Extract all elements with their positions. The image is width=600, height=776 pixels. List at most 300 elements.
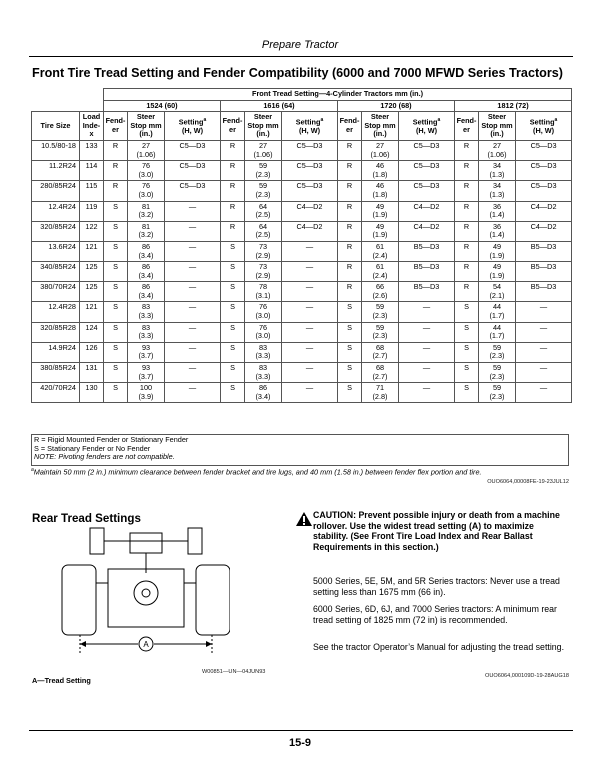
setting-value: — xyxy=(165,383,221,403)
fender-value: R xyxy=(338,262,362,282)
fender-value: S xyxy=(338,383,362,403)
steer-stop-value xyxy=(128,282,165,302)
fender-value: S xyxy=(338,302,362,322)
steer-stop-mm: 36 xyxy=(492,221,502,231)
steer-stop-mm: 66 xyxy=(375,282,385,292)
fender-value: S xyxy=(221,262,245,282)
group-header: 1616 (64) xyxy=(221,100,338,112)
steer-stop-mm: 59 xyxy=(375,322,385,332)
setting-value: — xyxy=(165,201,221,221)
fender-value: S xyxy=(338,342,362,362)
setting-sup: a xyxy=(437,117,441,124)
steer-stop-mm: 68 xyxy=(375,363,385,373)
fender-value: S xyxy=(455,363,479,383)
fender-value: S xyxy=(104,363,128,383)
fender-value: R xyxy=(338,161,362,181)
fender-value: S xyxy=(221,322,245,342)
fender-value: S xyxy=(104,302,128,322)
fender-value: S xyxy=(104,241,128,261)
tire-size: 320/85R28 xyxy=(32,322,80,342)
steer-stop-in: (3.4) xyxy=(255,391,271,401)
steer-stop-in: (2.4) xyxy=(372,270,388,280)
tread-table xyxy=(31,88,572,403)
setting-value: C4—D2 xyxy=(516,221,572,241)
setting-value: — xyxy=(282,322,338,342)
table-row xyxy=(32,181,572,201)
setting-value: — xyxy=(282,383,338,403)
steer-stop-value xyxy=(479,383,516,403)
steer-stop-in: (2.5) xyxy=(255,230,271,240)
table-row xyxy=(32,262,572,282)
col-setting xyxy=(399,112,455,141)
load-index: 133 xyxy=(80,140,104,160)
fender-value: S xyxy=(221,241,245,261)
setting-value: C5—D3 xyxy=(516,140,572,160)
steer-stop-mm: 49 xyxy=(492,241,502,251)
steer-stop-value xyxy=(362,241,399,261)
steer-stop-in: (2.7) xyxy=(372,351,388,361)
fender-value: S xyxy=(221,282,245,302)
steer-stop-value xyxy=(128,221,165,241)
steer-stop-mm: 81 xyxy=(141,221,151,231)
load-index: 114 xyxy=(80,161,104,181)
steer-stop-in: (1.06) xyxy=(487,149,507,159)
fender-value: R xyxy=(338,282,362,302)
setting-value: — xyxy=(399,342,455,362)
steer-stop-mm: 86 xyxy=(141,262,151,272)
col-fender: Fend- er xyxy=(338,112,362,141)
fender-value: S xyxy=(221,342,245,362)
steer-stop-value xyxy=(128,262,165,282)
steer-stop-mm: 59 xyxy=(258,181,268,191)
fender-value: S xyxy=(104,282,128,302)
steer-stop-mm: 27 xyxy=(141,140,151,150)
steer-stop-mm: 49 xyxy=(492,262,502,272)
steer-stop-value xyxy=(479,201,516,221)
fender-value: R xyxy=(104,181,128,201)
steer-stop-value xyxy=(479,322,516,342)
steer-stop-mm: 83 xyxy=(141,322,151,332)
steer-stop-mm: 86 xyxy=(141,241,151,251)
steer-stop-value xyxy=(128,140,165,160)
setting-value: — xyxy=(282,302,338,322)
fender-value: S xyxy=(455,322,479,342)
setting-value: C5—D3 xyxy=(399,181,455,201)
steer-stop-in: (3.3) xyxy=(138,331,154,341)
setting-value: — xyxy=(282,241,338,261)
table-row xyxy=(32,322,572,342)
rear-tread-title: Rear Tread Settings xyxy=(32,512,141,525)
tire-size: 280/85R24 xyxy=(32,181,80,201)
fender-value: S xyxy=(455,342,479,362)
fender-value: S xyxy=(104,342,128,362)
steer-stop-value xyxy=(128,322,165,342)
setting-value: B5—D3 xyxy=(516,262,572,282)
col-steer-stop: Steer Stop mm (in.) xyxy=(128,112,165,141)
fender-value: S xyxy=(338,322,362,342)
steer-stop-in: (2.3) xyxy=(372,331,388,341)
steer-stop-mm: 49 xyxy=(375,221,385,231)
setting-value: — xyxy=(516,383,572,403)
steer-stop-value xyxy=(362,282,399,302)
setting-value: — xyxy=(282,363,338,383)
steer-stop-value xyxy=(128,181,165,201)
steer-stop-mm: 73 xyxy=(258,241,268,251)
paragraph-see-manual: See the tractor Operator’s Manual for adjusting the tread setting. xyxy=(313,642,565,652)
steer-stop-value xyxy=(362,322,399,342)
steer-stop-mm: 78 xyxy=(258,282,268,292)
fender-value: R xyxy=(104,140,128,160)
fender-value: R xyxy=(455,181,479,201)
steer-stop-in: (3.7) xyxy=(138,351,154,361)
steer-stop-mm: 54 xyxy=(492,282,502,292)
steer-stop-mm: 83 xyxy=(258,342,268,352)
setting-value: — xyxy=(399,302,455,322)
load-index: 122 xyxy=(80,221,104,241)
load-index: 121 xyxy=(80,241,104,261)
table-row xyxy=(32,302,572,322)
steer-stop-in: (2.4) xyxy=(372,250,388,260)
steer-stop-in: (3.7) xyxy=(138,371,154,381)
setting-value: B5—D3 xyxy=(516,241,572,261)
setting-value: C4—D2 xyxy=(516,201,572,221)
rear-right-wheel xyxy=(196,565,230,635)
steer-stop-value xyxy=(479,342,516,362)
steer-stop-value xyxy=(245,241,282,261)
load-index: 115 xyxy=(80,181,104,201)
fender-value: R xyxy=(338,221,362,241)
setting-value: — xyxy=(282,282,338,302)
col-fender: Fend- er xyxy=(104,112,128,141)
table-row xyxy=(32,221,572,241)
setting-value: C5—D3 xyxy=(282,181,338,201)
steer-stop-in: (3.0) xyxy=(138,189,154,199)
fender-value: S xyxy=(338,363,362,383)
footnote xyxy=(31,467,571,476)
steer-stop-in: (3.4) xyxy=(138,290,154,300)
setting-value: C4—D2 xyxy=(399,201,455,221)
steer-stop-mm: 34 xyxy=(492,181,502,191)
steer-stop-in: (1.9) xyxy=(372,210,388,220)
steer-stop-value xyxy=(128,302,165,322)
steer-stop-in: (2.3) xyxy=(372,311,388,321)
fender-value: S xyxy=(455,302,479,322)
steer-stop-value xyxy=(128,363,165,383)
steer-stop-in: (2.6) xyxy=(372,290,388,300)
steer-stop-in: (3.2) xyxy=(138,210,154,220)
group-header: 1812 (72) xyxy=(455,100,572,112)
steer-stop-mm: 59 xyxy=(258,161,268,171)
steer-stop-in: (3.2) xyxy=(138,230,154,240)
setting-label: Setting xyxy=(295,117,321,127)
steer-stop-in: (1.4) xyxy=(489,210,505,220)
steer-stop-in: (1.06) xyxy=(253,149,273,159)
steer-stop-in: (1.9) xyxy=(372,230,388,240)
tire-size: 320/85R24 xyxy=(32,221,80,241)
fender-value: R xyxy=(455,221,479,241)
tire-size: 420/70R24 xyxy=(32,383,80,403)
paragraph-5000-series: 5000 Series, 5E, 5M, and 5R Series tractors: Never use a tread setting less than 1675 mm (66 in). xyxy=(313,576,560,597)
steer-stop-value xyxy=(245,221,282,241)
tire-size: 340/85R24 xyxy=(32,262,80,282)
steer-stop-mm: 68 xyxy=(375,342,385,352)
setting-sup: a xyxy=(554,117,558,124)
table-row xyxy=(32,282,572,302)
fender-value: S xyxy=(104,262,128,282)
upper-left-wheel xyxy=(90,528,104,554)
steer-stop-in: (1.7) xyxy=(489,311,505,321)
setting-value: B5—D3 xyxy=(399,241,455,261)
setting-value: C5—D3 xyxy=(399,140,455,160)
fender-value: R xyxy=(455,241,479,261)
steer-stop-mm: 27 xyxy=(258,140,268,150)
steer-stop-value xyxy=(245,181,282,201)
setting-value: C4—D2 xyxy=(399,221,455,241)
load-index: 124 xyxy=(80,322,104,342)
steer-stop-in: (2.3) xyxy=(255,169,271,179)
steer-stop-mm: 73 xyxy=(258,262,268,272)
steer-stop-value xyxy=(245,383,282,403)
steer-stop-in: (3.0) xyxy=(255,311,271,321)
setting-sup: a xyxy=(203,117,207,124)
fender-value: R xyxy=(455,262,479,282)
table-row xyxy=(32,383,572,403)
setting-value: C4—D2 xyxy=(282,201,338,221)
setting-value: — xyxy=(399,322,455,342)
steer-stop-in: (1.06) xyxy=(370,149,390,159)
steer-stop-mm: 64 xyxy=(258,221,268,231)
steer-stop-in: (2.3) xyxy=(255,189,271,199)
steer-stop-value xyxy=(479,181,516,201)
steer-stop-mm: 100 xyxy=(139,383,153,393)
rear-tread-diagram xyxy=(60,523,230,655)
steer-stop-mm: 76 xyxy=(258,322,268,332)
fender-value: S xyxy=(221,383,245,403)
load-index: 121 xyxy=(80,302,104,322)
steer-stop-value xyxy=(479,262,516,282)
load-index: 125 xyxy=(80,282,104,302)
section-title: Front Tire Tread Setting and Fender Compatibility (6000 and 7000 MFWD Series Tractors) xyxy=(32,66,563,80)
steer-stop-mm: 36 xyxy=(492,201,502,211)
setting-value: — xyxy=(282,262,338,282)
fender-value: R xyxy=(338,201,362,221)
col-setting xyxy=(282,112,338,141)
setting-sup: a xyxy=(320,117,324,124)
steer-stop-mm: 59 xyxy=(375,302,385,312)
steer-stop-in: (3.0) xyxy=(255,331,271,341)
fender-value: S xyxy=(104,322,128,342)
steer-stop-mm: 46 xyxy=(375,181,385,191)
setting-value: — xyxy=(165,241,221,261)
steer-stop-in: (3.4) xyxy=(138,250,154,260)
col-load-index: Load Inde- x xyxy=(80,112,104,141)
fender-value: S xyxy=(221,302,245,322)
steer-stop-in: (3.3) xyxy=(138,311,154,321)
fender-value: S xyxy=(104,383,128,403)
tire-size: 12.4R28 xyxy=(32,302,80,322)
table-row xyxy=(32,342,572,362)
load-index: 126 xyxy=(80,342,104,362)
steer-stop-mm: 44 xyxy=(492,302,502,312)
steer-stop-value xyxy=(362,221,399,241)
setting-value: B5—D3 xyxy=(399,262,455,282)
fender-value: S xyxy=(455,383,479,403)
steer-stop-mm: 49 xyxy=(375,201,385,211)
load-index: 125 xyxy=(80,262,104,282)
steer-stop-value xyxy=(479,140,516,160)
fender-value: R xyxy=(221,201,245,221)
table-reference-code: OUO6064,00008FE-19-23JUL12 xyxy=(487,479,569,485)
steer-stop-in: (1.06) xyxy=(136,149,156,159)
page-header-title: Prepare Tractor xyxy=(261,39,339,51)
steer-stop-mm: 71 xyxy=(375,383,385,393)
steer-stop-in: (1.9) xyxy=(489,250,505,260)
col-setting xyxy=(516,112,572,141)
steer-stop-value xyxy=(479,302,516,322)
setting-value: — xyxy=(516,302,572,322)
setting-value: — xyxy=(282,342,338,362)
diagram-code: W00851—UN—04JUN93 xyxy=(202,669,266,675)
steer-stop-in: (2.7) xyxy=(372,371,388,381)
setting-value: — xyxy=(399,383,455,403)
setting-hw: (H, W) xyxy=(181,126,204,136)
steer-stop-value xyxy=(128,161,165,181)
fender-value: R xyxy=(221,161,245,181)
steer-stop-value xyxy=(362,342,399,362)
setting-value: C5—D3 xyxy=(399,161,455,181)
setting-value: — xyxy=(399,363,455,383)
steer-stop-in: (1.7) xyxy=(489,331,505,341)
steer-stop-in: (3.4) xyxy=(138,270,154,280)
steer-stop-mm: 86 xyxy=(258,383,268,393)
steer-stop-value xyxy=(245,322,282,342)
col-steer-stop: Steer Stop mm (in.) xyxy=(362,112,399,141)
tire-size: 11.2R24 xyxy=(32,161,80,181)
setting-label: Setting xyxy=(529,117,555,127)
fender-value: R xyxy=(455,201,479,221)
diagram-label-a: A xyxy=(143,640,149,649)
setting-value: C4—D2 xyxy=(282,221,338,241)
setting-value: B5—D3 xyxy=(399,282,455,302)
steer-stop-mm: 64 xyxy=(258,201,268,211)
steer-stop-value xyxy=(362,363,399,383)
setting-value: — xyxy=(165,322,221,342)
steer-stop-mm: 76 xyxy=(141,181,151,191)
steer-stop-value xyxy=(479,161,516,181)
note-pivoting: NOTE: Pivoting fenders are not compatible. xyxy=(34,452,175,462)
footnote-sup: a xyxy=(31,467,34,473)
steer-stop-value xyxy=(245,201,282,221)
steer-stop-mm: 27 xyxy=(492,140,502,150)
steer-stop-value xyxy=(245,342,282,362)
steer-stop-value xyxy=(362,383,399,403)
steer-stop-mm: 83 xyxy=(141,302,151,312)
warning-triangle-icon xyxy=(296,512,312,526)
table-row xyxy=(32,140,572,160)
group-header: 1524 (60) xyxy=(104,100,221,112)
steer-stop-value xyxy=(479,282,516,302)
col-steer-stop: Steer Stop mm (in.) xyxy=(245,112,282,141)
steer-stop-in: (1.9) xyxy=(489,270,505,280)
setting-value: C5—D3 xyxy=(165,161,221,181)
steer-stop-mm: 86 xyxy=(141,282,151,292)
setting-value: C5—D3 xyxy=(516,181,572,201)
load-index: 119 xyxy=(80,201,104,221)
steer-stop-in: (3.0) xyxy=(138,169,154,179)
tire-size: 14.9R24 xyxy=(32,342,80,362)
steer-stop-in: (2.8) xyxy=(372,391,388,401)
steer-stop-value xyxy=(245,302,282,322)
steer-stop-value xyxy=(128,342,165,362)
steer-stop-value xyxy=(245,282,282,302)
table-row xyxy=(32,161,572,181)
steer-stop-mm: 76 xyxy=(141,161,151,171)
super-header: Front Tread Setting—4-Cylinder Tractors mm (in.) xyxy=(104,89,572,101)
fender-value: R xyxy=(104,161,128,181)
tire-size: 380/85R24 xyxy=(32,363,80,383)
notes-box xyxy=(31,434,569,466)
fender-value: R xyxy=(221,181,245,201)
fender-value: R xyxy=(221,140,245,160)
fender-value: S xyxy=(221,363,245,383)
setting-value: — xyxy=(165,302,221,322)
table-row xyxy=(32,241,572,261)
steer-stop-value xyxy=(362,140,399,160)
steer-stop-in: (1.4) xyxy=(489,230,505,240)
setting-hw: (H, W) xyxy=(415,126,438,136)
fender-value: R xyxy=(455,161,479,181)
steer-stop-mm: 81 xyxy=(141,201,151,211)
steer-stop-in: (1.3) xyxy=(489,169,505,179)
steer-stop-in: (2.1) xyxy=(489,290,505,300)
table-row xyxy=(32,201,572,221)
setting-value: C5—D3 xyxy=(282,161,338,181)
steer-stop-value xyxy=(128,201,165,221)
setting-hw: (H, W) xyxy=(298,126,321,136)
steer-stop-in: (2.3) xyxy=(489,371,505,381)
setting-value: C5—D3 xyxy=(282,140,338,160)
footnote-text: Maintain 50 mm (2 in.) minimum clearance between fender bracket and tire lugs, and 40 mm (1.58 in.) between fender flex portion and tire. xyxy=(33,467,482,477)
steer-stop-mm: 59 xyxy=(492,383,502,393)
setting-value: — xyxy=(516,322,572,342)
caution-text: CAUTION: Prevent possible injury or death from a machine rollover. Use the widest tread setting (A) to maximize stability. (See Front Tire Load Index and Rear Ballast Requirements in this section.) xyxy=(313,510,560,552)
steer-stop-value xyxy=(362,161,399,181)
steer-stop-mm: 93 xyxy=(141,342,151,352)
steer-stop-value xyxy=(245,161,282,181)
tire-size: 10.5/80-18 xyxy=(32,140,80,160)
steer-stop-mm: 93 xyxy=(141,363,151,373)
steer-stop-mm: 27 xyxy=(375,140,385,150)
steer-stop-mm: 76 xyxy=(258,302,268,312)
steer-stop-value xyxy=(479,221,516,241)
setting-value: — xyxy=(165,342,221,362)
steer-stop-in: (2.3) xyxy=(489,391,505,401)
steer-stop-mm: 83 xyxy=(258,363,268,373)
steer-stop-in: (1.8) xyxy=(372,189,388,199)
setting-label: Setting xyxy=(178,117,204,127)
steer-stop-in: (1.3) xyxy=(489,189,505,199)
setting-value: — xyxy=(165,282,221,302)
steer-stop-value xyxy=(128,383,165,403)
steer-stop-mm: 61 xyxy=(375,262,385,272)
steer-stop-value xyxy=(245,363,282,383)
steer-stop-mm: 44 xyxy=(492,322,502,332)
table-corner xyxy=(32,89,104,112)
steer-stop-mm: 59 xyxy=(492,342,502,352)
setting-hw: (H, W) xyxy=(533,126,555,136)
steer-stop-in: (3.1) xyxy=(255,290,271,300)
steer-stop-value xyxy=(362,201,399,221)
